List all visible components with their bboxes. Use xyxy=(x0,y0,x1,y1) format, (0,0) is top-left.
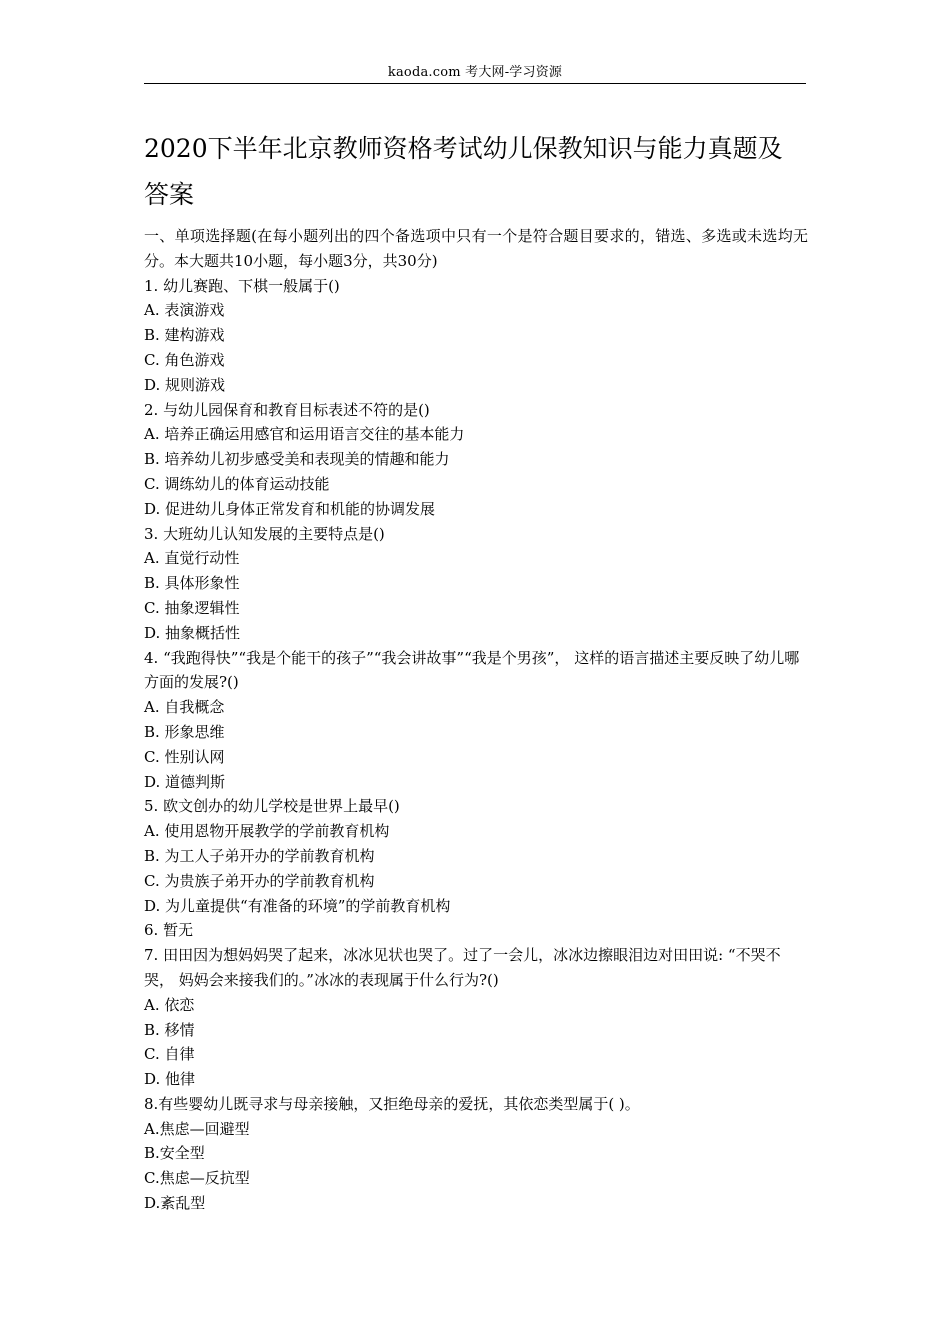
body-line: 1. 幼儿赛跑、下棋一般属于() xyxy=(144,276,340,295)
body-line: A. 表演游戏 xyxy=(144,301,225,320)
body-line: B. 培养幼儿初步感受美和表现美的情趣和能力 xyxy=(144,450,450,469)
body-line: 4. “我跑得快”“我是个能干的孩子”“我会讲故事”“我是个男孩”， 这样的语言描述主要反映了幼儿哪方面的发展?() xyxy=(144,648,800,692)
body-line: 3. 大班幼儿认知发展的主要特点是() xyxy=(144,524,385,543)
body-line: D. 抽象概括性 xyxy=(144,623,241,642)
body-line: A. 依恋 xyxy=(144,995,195,1014)
body-line: C. 自律 xyxy=(144,1045,195,1064)
document-title: 2020下半年北京教师资格考试幼儿保教知识与能力真题及答案 xyxy=(144,134,783,209)
page-header: kaoda.com 考大网-学习资源 xyxy=(387,65,563,80)
body-line: B. 建构游戏 xyxy=(144,326,225,345)
body-line: C.焦虑—反抗型 xyxy=(144,1169,250,1188)
body-line: D. 他律 xyxy=(144,1070,196,1089)
body-line: 7. 田田因为想妈妈哭了起来，冰冰见状也哭了。过了一会儿，冰冰边擦眼泪边对田田说: “不哭不哭， 妈妈会来接我们的。”冰冰的表现属于什么行为?() xyxy=(144,946,781,989)
body-line: D. 促进幼儿身体正常发育和机能的协调发展 xyxy=(144,499,436,518)
body-line: B. 移情 xyxy=(144,1020,195,1039)
body-line: C. 角色游戏 xyxy=(144,350,225,369)
header-divider xyxy=(144,83,806,84)
body-line: A. 使用恩物开展教学的学前教育机构 xyxy=(144,822,390,841)
body-line: A.焦虑—回避型 xyxy=(144,1119,250,1138)
body-line: A. 培养正确运用感官和运用语言交往的基本能力 xyxy=(144,425,465,444)
body-line: D. 规则游戏 xyxy=(144,375,226,394)
body-line: B. 为工人子弟开办的学前教育机构 xyxy=(144,846,375,865)
body-line: C. 调练幼儿的体育运动技能 xyxy=(144,474,330,493)
body-line: 8.有些婴幼儿既寻求与母亲接触，又拒绝母亲的爱抚，其依恋类型属于( )。 xyxy=(144,1094,640,1113)
body-line: D. 为儿童提供“有准备的环境”的学前教育机构 xyxy=(144,896,451,915)
body-line: 5. 欧文创办的幼儿学校是世界上最早() xyxy=(144,797,400,816)
body-line: D.紊乱型 xyxy=(144,1194,206,1213)
body-line: D. 道德判斯 xyxy=(144,772,226,791)
section-intro: 一、单项选择题(在每小题列出的四个备选项中只有一个是符合题目要求的，错选、多选或未选均无分。本大题共10小题，每小题3分，共30分) xyxy=(144,227,808,270)
body-line: B. 形象思维 xyxy=(144,722,225,741)
body-line: B. 具体形象性 xyxy=(144,574,240,593)
document-body xyxy=(144,224,808,1216)
body-line: 2. 与幼儿园保育和教育目标表述不符的是() xyxy=(144,400,430,419)
body-line: A. 直觉行动性 xyxy=(144,549,240,568)
body-line: C. 为贵族子弟开办的学前教育机构 xyxy=(144,871,375,890)
body-line: C. 性别认网 xyxy=(144,747,225,766)
body-line: C. 抽象逻辑性 xyxy=(144,598,240,617)
body-line: 6. 暂无 xyxy=(144,921,194,940)
body-line: B.安全型 xyxy=(144,1144,205,1163)
body-line: A. 自我概念 xyxy=(144,698,225,717)
